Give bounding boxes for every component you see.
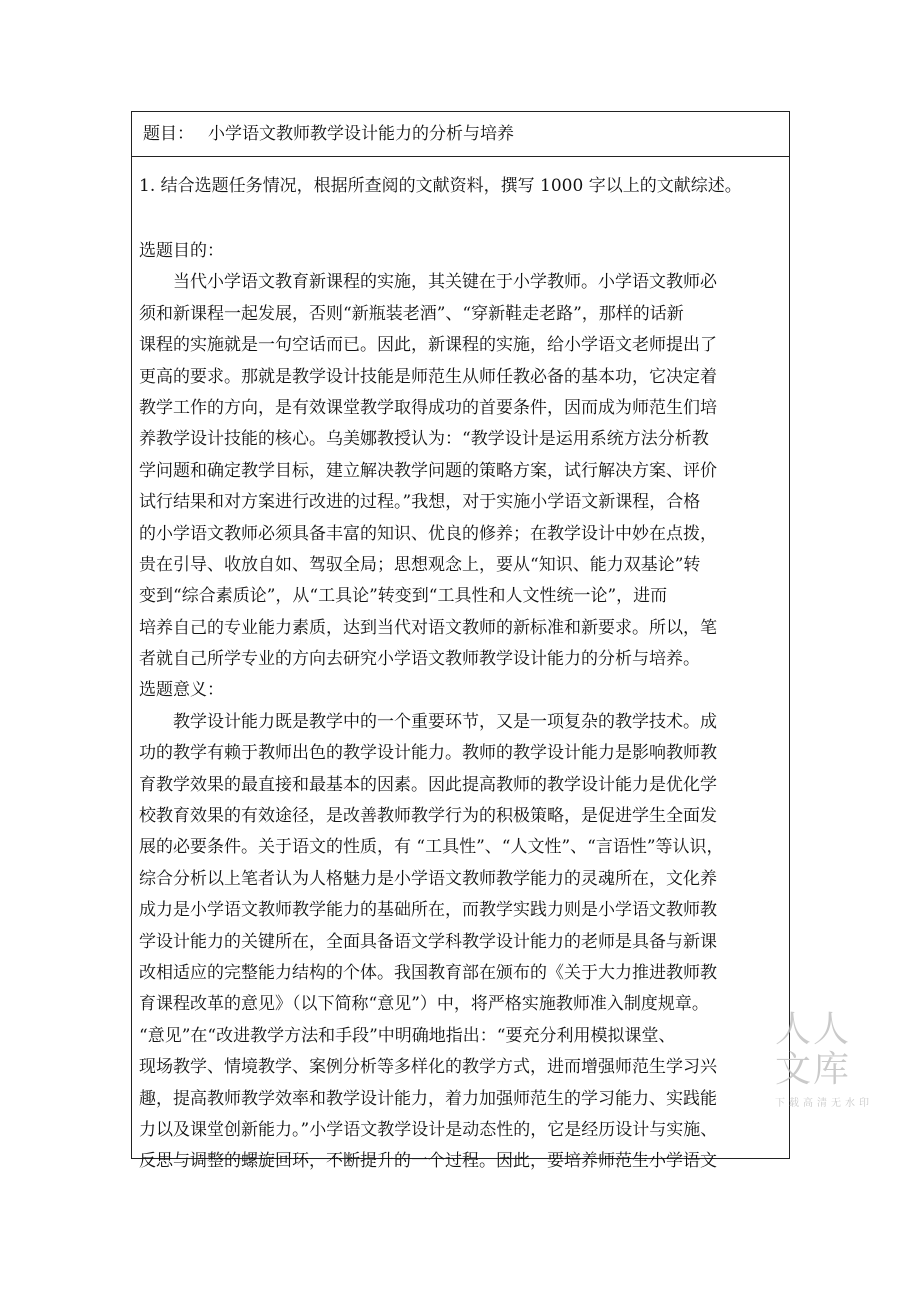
title-row — [132, 112, 789, 157]
text-line: 课程的实施就是一句空话而已。因此，新课程的实施，给小学语文老师提出了 — [139, 335, 717, 356]
document-form — [131, 111, 790, 1172]
text-line: 学设计能力的关键所在，全面具备语文学科教学设计能力的老师是具备与新课 — [139, 931, 717, 952]
text-line: “意见”在“改进教学方法和手段”中明确地指出：“要充分利用模拟课堂、 — [139, 1025, 676, 1046]
significance-paragraph — [139, 707, 789, 1178]
text-line: 教学设计能力既是教学中的一个重要环节，又是一项复杂的教学技术。成 — [173, 711, 717, 732]
text-line: 育课程改革的意见》（以下简称“意见”）中，将严格实施教师准入制度规章。 — [139, 994, 709, 1015]
text-line: 改相适应的完整能力结构的个体。我国教育部在颁布的《关于大力推进教师教 — [139, 962, 717, 983]
purpose-paragraph — [139, 267, 789, 675]
watermark-tagline: 下载高清无水印 — [775, 1098, 873, 1109]
significance-heading: 选题意义： — [139, 680, 224, 701]
text-line: 学问题和确定教学目标，建立解决教学问题的策略方案，试行解决方案、评价 — [139, 460, 717, 481]
text-line: 更高的要求。那就是教学设计技能是师范生从师任教必备的基本功，它决定着 — [139, 366, 717, 387]
text-line: 力以及课堂创新能力。”小学语文教学设计是动态性的，它是经历设计与实施、 — [139, 1119, 718, 1140]
question-text: 1. 结合选题任务情况，根据所查阅的文献资料，撰写 1000 字以上的文献综述。 — [139, 176, 742, 196]
text-line: 试行结果和对方案进行改进的过程。”我想，对于实施小学语文新课程，合格 — [139, 492, 701, 513]
text-line: 反思与调整的螺旋回环，不断提升的一个过程。因此，要培养师范生小学语文 — [139, 1151, 717, 1172]
text-line: 功的教学有赖于教师出色的教学设计能力。教师的教学设计能力是影响教师教 — [139, 743, 717, 764]
title-label: 题目： — [143, 124, 194, 144]
watermark-logo — [775, 1010, 885, 1109]
text-line: 展的必要条件。关于语文的性质，有 “工具性”、“人文性”、“言语性”等认识， — [139, 837, 724, 858]
content-cell — [132, 157, 789, 1178]
text-line: 教学工作的方向，是有效课堂教学取得成功的首要条件，因而成为师范生们培 — [139, 397, 717, 418]
text-line: 综合分析以上笔者认为人格魅力是小学语文教师教学能力的灵魂所在，文化养 — [139, 868, 717, 889]
text-line: 现场教学、情境教学、案例分析等多样化的教学方式，进而增强师范生学习兴 — [139, 1057, 717, 1078]
text-line: 须和新课程一起发展，否则“新瓶装老酒”、“穿新鞋走老路”，那样的话新 — [139, 303, 684, 324]
text-line: 的小学语文教师必须具备丰富的知识、优良的修养；在教学设计中妙在点拨， — [139, 523, 717, 544]
purpose-heading: 选题目的： — [139, 241, 224, 261]
watermark-logo-text: 人人文库 — [775, 1009, 852, 1090]
text-line: 当代小学语文教育新课程的实施，其关键在于小学教师。小学语文教师必 — [173, 272, 717, 293]
text-line: 校教育效果的有效途径，是改善教师教学行为的积极策略，是促进学生全面发 — [139, 806, 717, 827]
text-line: 趣，提高教师教学效率和教学设计能力，着力加强师范生的学习能力、实践能 — [139, 1088, 717, 1109]
text-line: 变到“综合素质论”，从“工具论”转变到“工具性和人文性统一论”，进而 — [139, 586, 668, 607]
text-line: 者就自己所学专业的方向去研究小学语文教师教学设计能力的分析与培养。 — [139, 649, 700, 670]
text-line: 养教学设计技能的核心。乌美娜教授认为：“教学设计是运用系统方法分析教 — [139, 429, 709, 450]
text-line: 培养自己的专业能力素质，达到当代对语文教师的新标准和新要求。所以，笔 — [139, 617, 717, 638]
text-line: 贵在引导、收放自如、驾驭全局；思想观念上，要从“知识、能力双基论”转 — [139, 554, 701, 575]
text-line: 成力是小学语文教师教学能力的基础所在，而教学实践力则是小学语文教师教 — [139, 900, 717, 921]
title-value: 小学语文教师教学设计能力的分析与培养 — [208, 124, 514, 144]
text-line: 育教学效果的最直接和最基本的因素。因此提高教师的教学设计能力是优化学 — [139, 774, 717, 795]
